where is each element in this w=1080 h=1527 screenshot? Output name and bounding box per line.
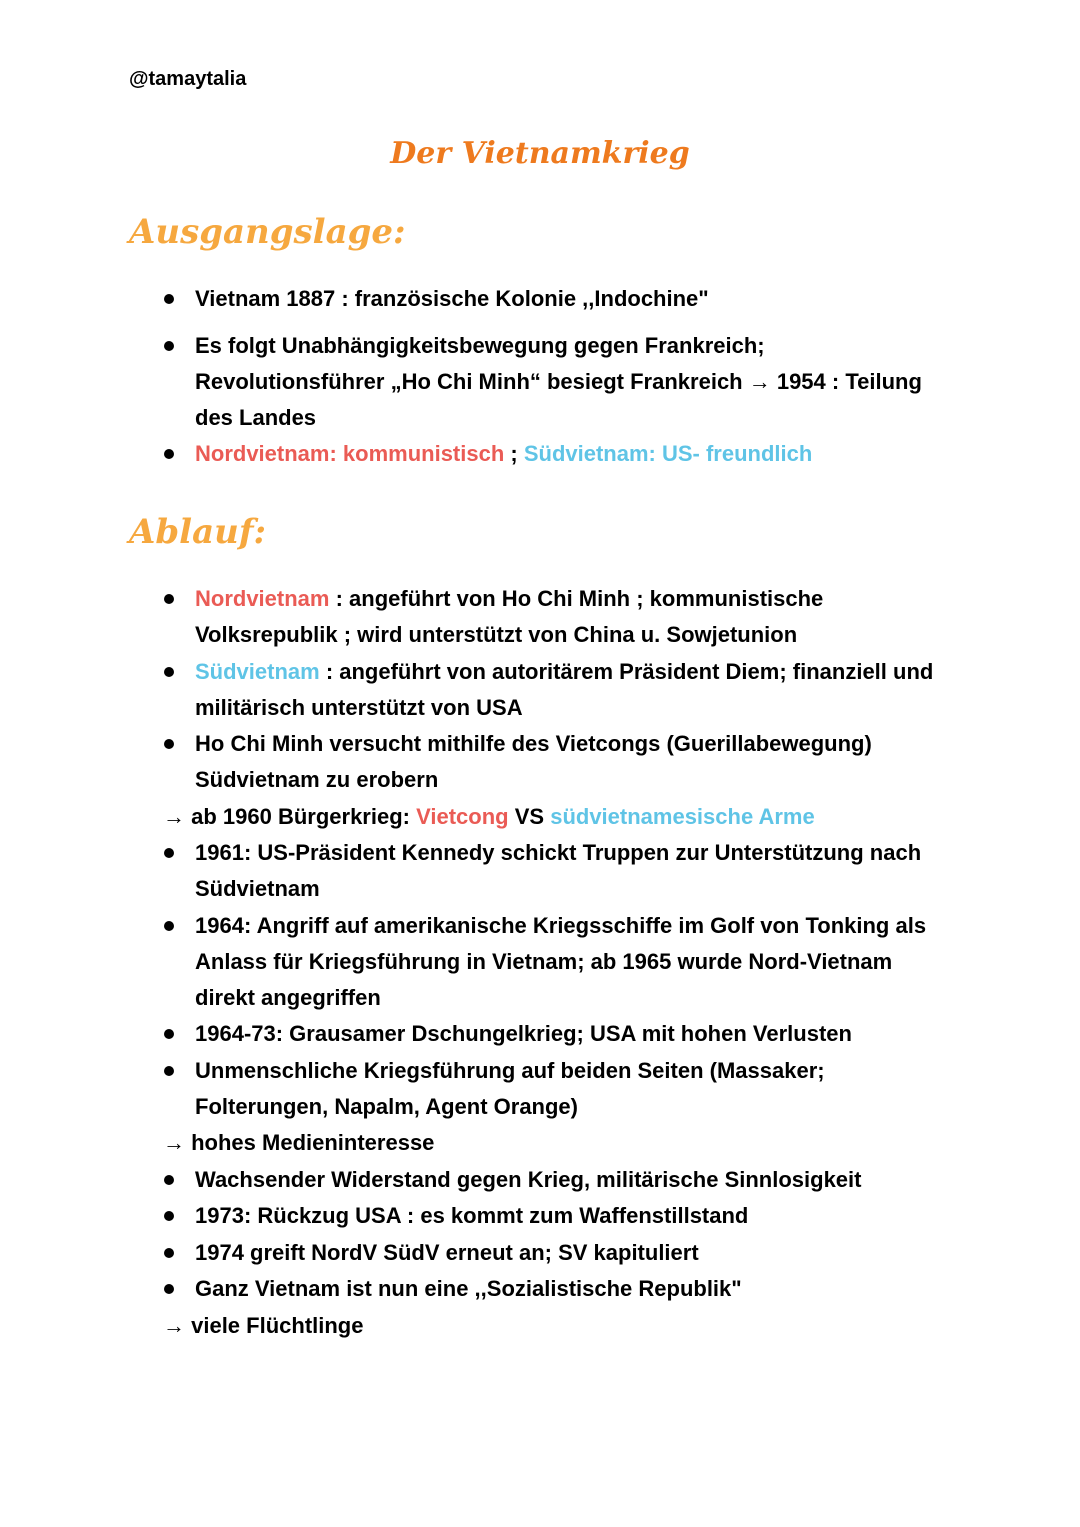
south-army-label: südvietnamesische Arme — [550, 803, 815, 829]
section-heading-ablauf: Ablauf: — [129, 512, 266, 552]
versus-label: VS — [508, 803, 551, 829]
list-item: 1974 greift NordV SüdV erneut an; SV kapituliert — [0, 1235, 1080, 1271]
north-vietnam-label: Nordvietnam — [195, 586, 330, 611]
arrow-note: → hohes Medieninteresse — [163, 1130, 435, 1155]
list-item-text: : angeführt von Ho Chi Minh ; kommunistische Volksrepublik ; wird unterstützt von China u. Sowjetunion — [195, 586, 824, 647]
south-vietnam-label: Südvietnam — [195, 658, 320, 684]
list-item: Wachsender Widerstand gegen Krieg, militärische Sinnlosigkeit — [0, 1162, 1080, 1198]
list-item — [0, 581, 1080, 653]
list-item: 1961: US-Präsident Kennedy schickt Truppen zur Unterstützung nach Südvietnam — [0, 835, 1080, 907]
document-title: Der Vietnamkrieg — [390, 136, 690, 171]
author-handle: @tamaytalia — [129, 68, 247, 90]
list-item: Ho Chi Minh versucht mithilfe des Vietcongs (Guerillabewegung) Südvietnam zu erobern — [0, 726, 1080, 798]
north-vietnam-label: Nordvietnam: kommunistisch — [195, 441, 505, 466]
list-item: Ganz Vietnam ist nun eine ,,Sozialistische Republik" — [0, 1271, 1080, 1307]
section-heading-ausgangslage: Ausgangslage: — [129, 212, 406, 252]
ausgangslage-list — [0, 281, 1080, 483]
list-item: 1964-73: Grausamer Dschungelkrieg; USA mit hohen Verlusten — [0, 1016, 1080, 1052]
arrow-note — [0, 799, 1080, 835]
list-item: Vietnam 1887 : französische Kolonie ,,Indochine" — [0, 281, 1080, 317]
list-item: 1973: Rückzug USA : es kommt zum Waffenstillstand — [0, 1198, 1080, 1234]
list-item: Unmenschliche Kriegsführung auf beiden Seiten (Massaker; Folterungen, Napalm, Agent Orange) — [0, 1053, 1080, 1125]
ablauf-list — [0, 581, 1080, 1344]
list-item: Es folgt Unabhängigkeitsbewegung gegen Frankreich; Revolutionsführer „Ho Chi Minh“ besiegt Frankreich → 1954 : Teilung des Landes — [0, 328, 1080, 436]
list-item-text: : angeführt von autoritärem Präsident Diem; finanziell und militärisch unterstützt von USA — [195, 658, 934, 720]
list-item — [0, 436, 1080, 472]
vietcong-label: Vietcong — [416, 803, 509, 829]
separator: ; — [504, 441, 524, 466]
south-vietnam-label: Südvietnam: US- freundlich — [523, 441, 813, 466]
list-item: 1964: Angriff auf amerikanische Kriegsschiffe im Golf von Tonking als Anlass für Kriegsführung in Vietnam; ab 1965 wurde Nord-Vietnam direkt angegriffen — [0, 908, 1080, 1016]
arrow-note: → viele Flüchtlinge — [163, 1312, 364, 1338]
arrow-note-text: → ab 1960 Bürgerkrieg: — [163, 803, 417, 829]
list-item — [0, 654, 1080, 726]
